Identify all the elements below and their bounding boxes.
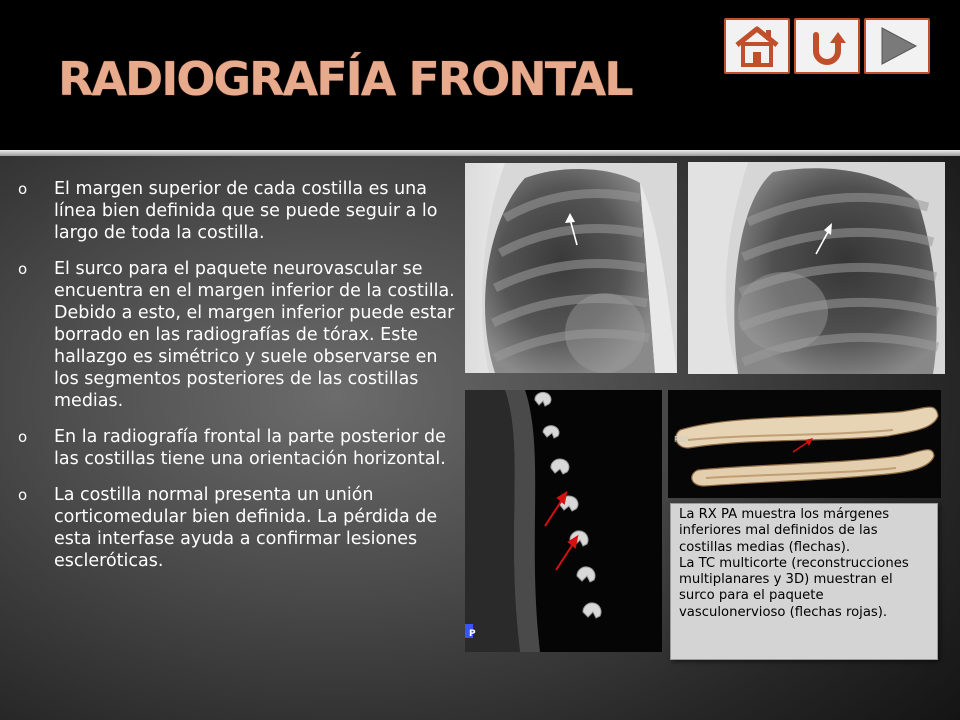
image-caption [670,503,938,660]
home-icon [732,23,782,69]
chest-radiograph-right [688,162,945,374]
bullet-marker: o [18,180,28,198]
bullet-text: La costilla normal presenta un unión corticomedular bien definida. La pérdida de esta interfase ayuda a confirmar lesiones escleróticas. [54,485,438,571]
bullet-list [18,178,458,586]
play-icon [872,23,922,69]
bullet-item [18,258,458,412]
next-button[interactable] [864,18,930,74]
chest-radiograph-left [465,163,677,373]
bullet-text: El margen superior de cada costilla es una línea bien definida que se puede seguir a lo largo de toda la costilla. [54,179,438,243]
return-icon [802,23,852,69]
bullet-text: En la radiografía frontal la parte posterior de las costillas tiene una orientación horizontal. [54,427,446,469]
header-bar [0,0,960,150]
caption-line-2: La TC multicorte (reconstrucciones multiplanares y 3D) muestran el surco para el paquete vasculonervioso (flechas rojas). [679,555,909,620]
bullet-marker: o [18,428,28,446]
bullet-marker: o [18,486,28,504]
nav-buttons [724,18,930,74]
rib-3d-reconstruction [668,390,941,498]
bullet-item [18,178,458,244]
ct-sagittal-image [465,390,662,652]
bullet-marker: o [18,260,28,278]
home-button[interactable] [724,18,790,74]
rib-3d-label: RAF [674,435,690,444]
ct-orientation-label: P [469,629,476,639]
header-divider [0,150,960,156]
slide-title: RADIOGRAFÍA FRONTAL [58,52,632,106]
return-button[interactable] [794,18,860,74]
bullet-item [18,426,458,470]
bullet-item [18,484,458,572]
bullet-text: El surco para el paquete neurovascular se encuentra en el margen inferior de la costilla. Debido a esto, el margen inferior puede estar borrado en las radiografías de tórax. Este hallazgo es simétrico y suele observarse en los segmentos posteriores de las costillas medias. [54,259,455,411]
caption-line-1: La RX PA muestra los márgenes inferiores mal definidos de las costillas medias (flechas). [679,507,890,555]
